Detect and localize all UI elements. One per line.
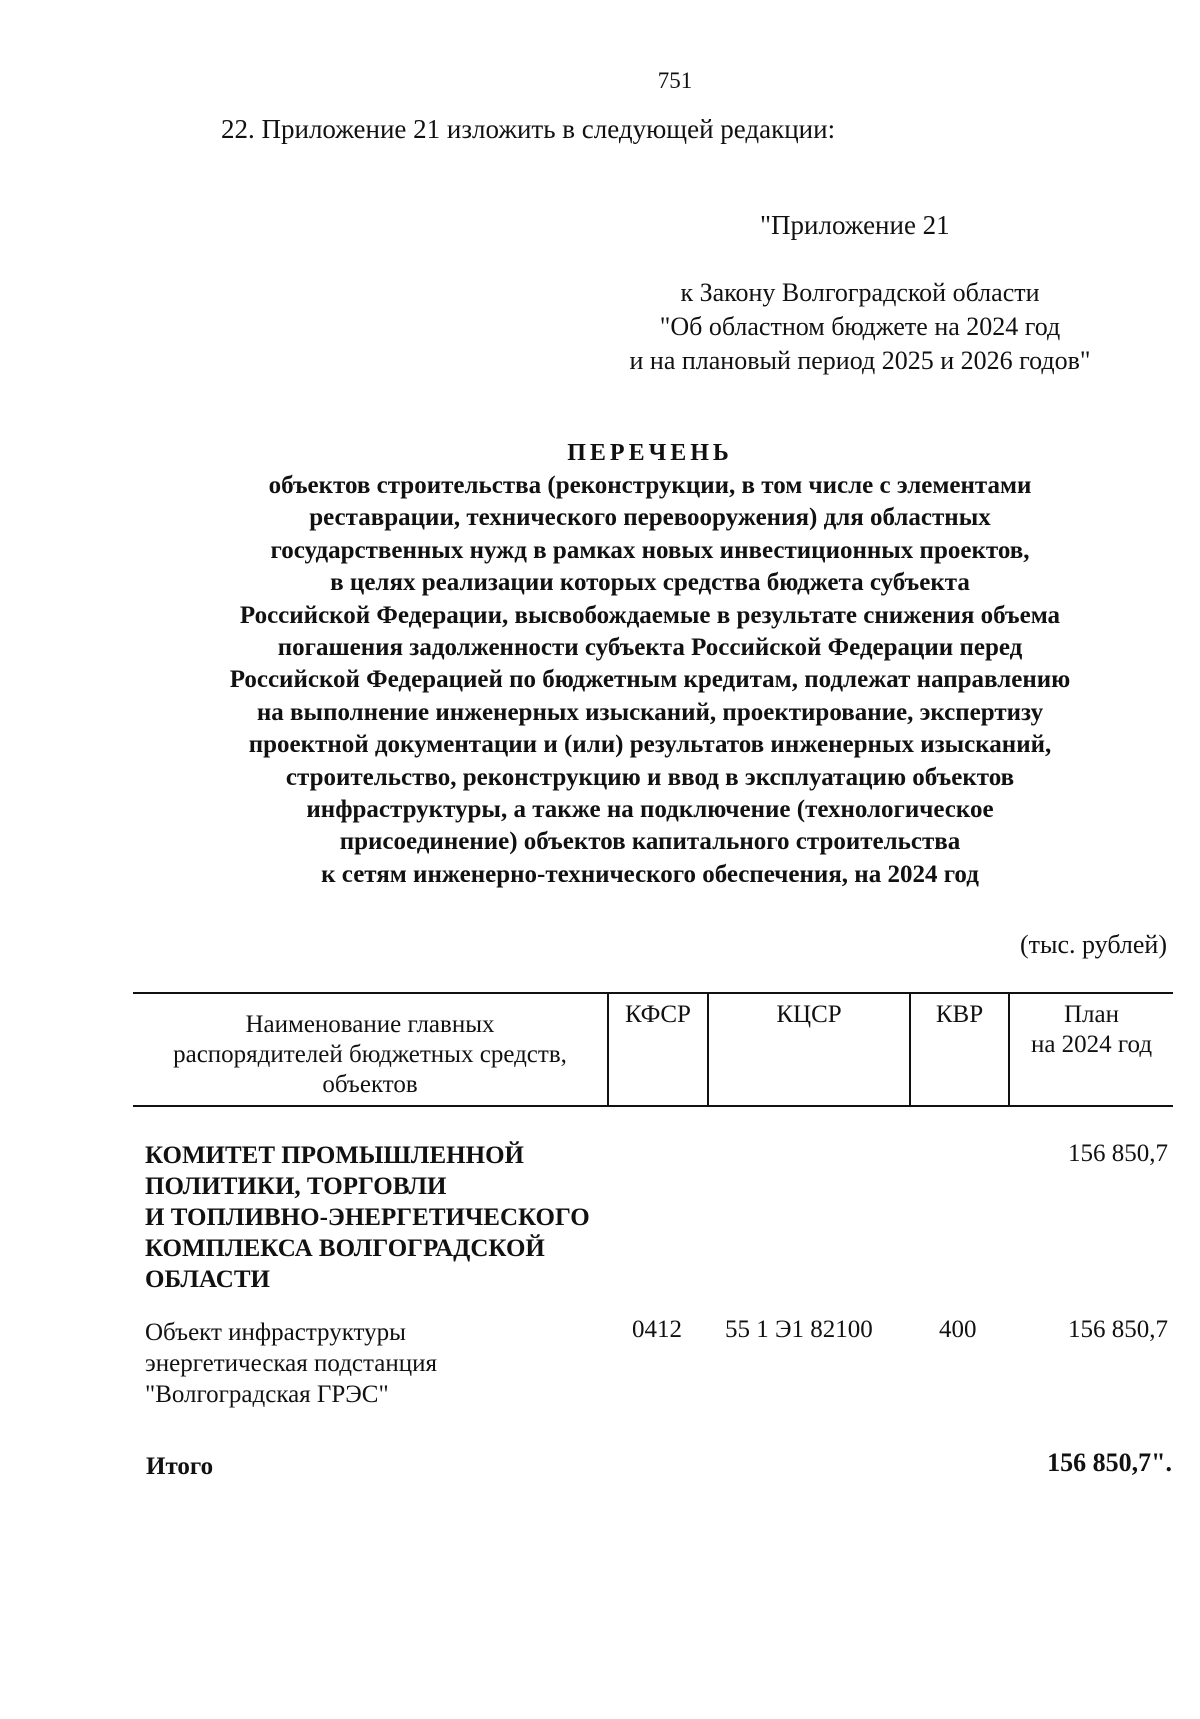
table-row-kcsr: 55 1 Э1 82100 (725, 1316, 873, 1343)
header-kcsr: КЦСР (776, 1001, 842, 1028)
subtitle-line: к сетям инженерно-технического обеспечения, на 2024 год (321, 860, 979, 888)
subtitle-line: Российской Федерацией по бюджетным кредитам, подлежат направлению (229, 666, 1071, 694)
header-kfsr: КФСР (625, 1001, 691, 1028)
table-row-kvr: 400 (939, 1316, 977, 1343)
table-row-plan: 156 850,7 (1068, 1140, 1168, 1167)
subtitle-line: в целях реализации которых средства бюджета субъекта (330, 569, 970, 597)
subtitle-line: на выполнение инженерных изысканий, проектирование, экспертизу (256, 698, 1044, 726)
law-reference-line: к Закону Волгоградской области (680, 278, 1040, 307)
units-label: (тыс. рублей) (1019, 930, 1167, 959)
subtitle-line: инфраструктуры, а также на подключение (технологическое (306, 796, 994, 824)
subtitle-line: погашения задолженности субъекта Российской Федерации перед (277, 634, 1023, 662)
subtitle-line: реставрации, технического перевооружения) для областных (309, 504, 991, 532)
total-label: Итого (146, 1453, 214, 1480)
header-plan: План на 2024 год (1030, 1001, 1153, 1058)
table-row-kfsr: 0412 (632, 1316, 682, 1343)
table-header (133, 992, 1173, 1107)
subtitle-line: присоединение) объектов капитального строительства (339, 828, 961, 856)
appendix-title: "Приложение 21 (760, 210, 950, 240)
header-name: Наименование главных распорядителей бюджетных средств, объектов (173, 1011, 567, 1098)
total-value: 156 850,7". (1047, 1448, 1172, 1477)
document-heading: ПЕРЕЧЕНЬ (567, 440, 733, 466)
amendment-intro: 22. Приложение 21 изложить в следующей редакции: (221, 114, 836, 144)
law-reference-line: и на плановый период 2025 и 2026 годов" (629, 346, 1091, 375)
subtitle-line: объектов строительства (реконструкции, в том числе с элементами (268, 472, 1032, 499)
table-row-plan: 156 850,7 (1068, 1316, 1168, 1343)
subtitle-line: строительство, реконструкцию и ввод в эксплуатацию объектов (285, 763, 1015, 791)
law-reference (560, 276, 1160, 378)
table-top-border (133, 992, 1173, 994)
table-row-name: Объект инфраструктуры энергетическая подстанция "Волгоградская ГРЭС" (145, 1319, 437, 1408)
table-row-name: КОМИТЕТ ПРОМЫШЛЕННОЙ ПОЛИТИКИ, ТОРГОВЛИ И ТОПЛИВНО-ЭНЕРГЕТИЧЕСКОГО КОМПЛЕКСА ВОЛГОГРАДСКОЙ ОБЛАСТИ (145, 1142, 590, 1293)
subtitle-line: проектной документации и (или) результатов инженерных изысканий, (248, 731, 1052, 759)
table-header-bottom-border (133, 1105, 1173, 1107)
subtitle-line: государственных нужд в рамках новых инвестиционных проектов, (270, 536, 1030, 564)
page-number: 751 (657, 68, 693, 93)
subtitle-line: Российской Федерации, высвобождаемые в результате снижения объема (239, 601, 1061, 629)
law-reference-line: "Об областном бюджете на 2024 год (659, 312, 1061, 341)
document-subtitle (120, 470, 1180, 891)
header-kvr: КВР (935, 1001, 984, 1028)
